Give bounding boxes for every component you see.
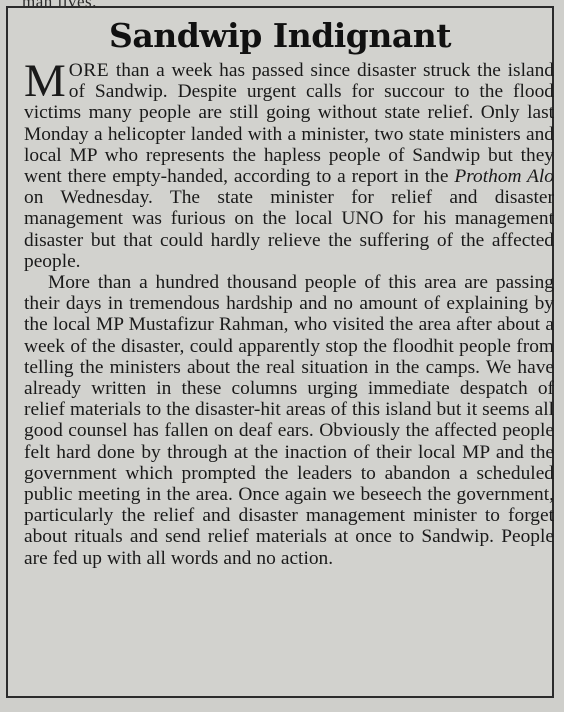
article-body bbox=[24, 55, 554, 569]
paragraph-1 bbox=[24, 55, 554, 272]
headline: Sandwip Indignant bbox=[108, 16, 451, 55]
drop-cap: M bbox=[24, 55, 66, 107]
editorial-box bbox=[6, 6, 554, 698]
paragraph-2: More than a hundred thousand people of this area are passing their days in tremendous hardship and no amount of explaining by the local MP Mustafizur Rahman, who visited the area after about a week of the disaster, could apparently stop the floodhit people from telling the ministers about the real situation in the camps. We have already written in these columns urging immediate despatch of relief materials to the disaster-hit areas of this island but it seems all good counsel has fallen on deaf ears. Obviously the affected people felt hard done by through at the inaction of their local MP and the government which prompted the leaders to abandon a scheduled public meeting in the area. Once again we beseech the government, particularly the relief and disaster management minister to forget about rituals and send relief materials at once to Sandwip. People are fed up with all words and no action. bbox=[24, 272, 554, 569]
paragraph-1-text-end: on Wednesday. The state minister for relief and disaster management was furious on the local UNO for his management disaster but that could hardly relieve the suffering of the affected people. bbox=[24, 187, 554, 272]
paragraph-1-text: than a week has passed since disaster struck the island of Sandwip. Despite urgent calls for succour to the flood victims many people are still going without state relief. Only last Monday a helicopter landed with a minister, two state ministers and local MP who represents the hapless people of Sandwip but they went there empty-handed, according to a report in the bbox=[24, 60, 554, 188]
newspaper-name: Prothom Alo bbox=[454, 166, 554, 188]
lead-word: ORE bbox=[68, 60, 110, 81]
